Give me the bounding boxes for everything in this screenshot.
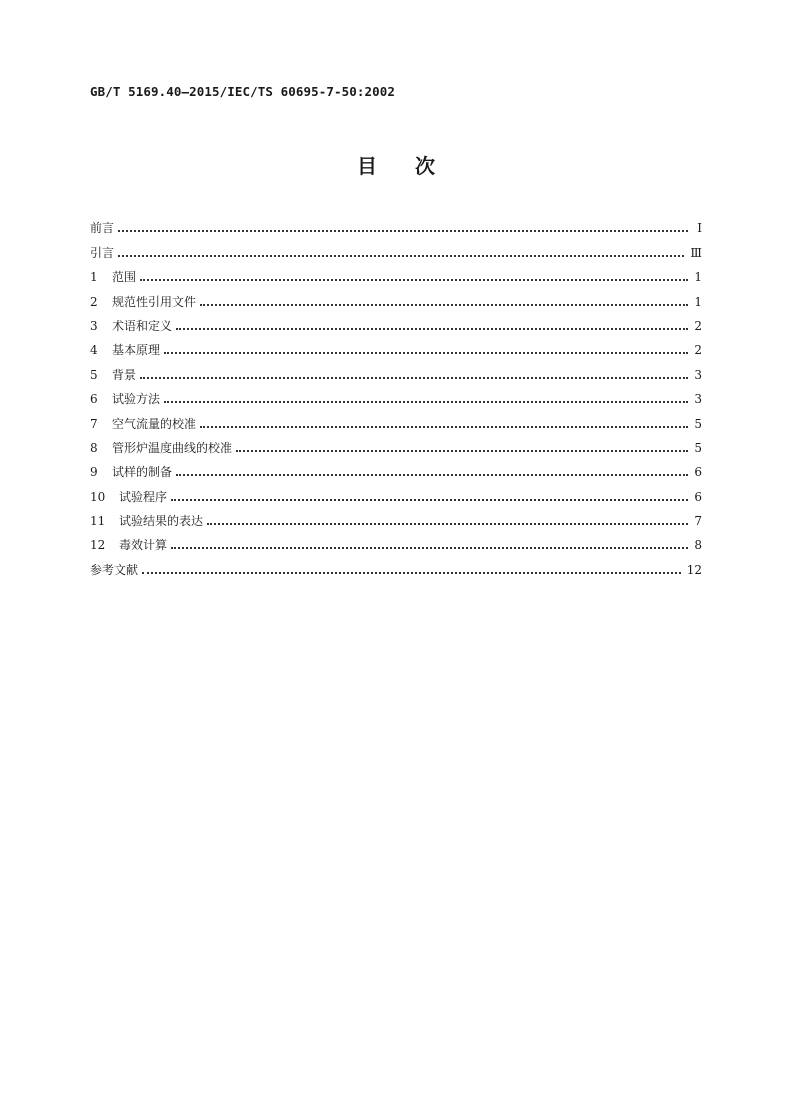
- toc-entry-number: 7: [90, 416, 98, 431]
- toc-entry[interactable]: [90, 387, 702, 411]
- toc-entry-label: 前言: [90, 221, 115, 236]
- table-of-contents: [90, 216, 702, 582]
- toc-entry-number: 9: [90, 465, 98, 480]
- toc-entry-page-number: 2: [694, 343, 702, 358]
- toc-entry-label: 试样的制备: [112, 465, 173, 480]
- toc-entry-page-number: 7: [694, 514, 702, 529]
- dot-leader: [140, 377, 688, 379]
- dot-leader: [207, 523, 688, 525]
- toc-entry-number: 12: [90, 538, 106, 553]
- document-code: GB/T 5169.40—2015/IEC/TS 60695-7-50:2002: [90, 84, 396, 99]
- toc-entry-page-number: 2: [694, 318, 702, 333]
- toc-entry-page-number: 12: [686, 562, 702, 577]
- toc-entry[interactable]: [90, 314, 702, 338]
- toc-entry-page-number: 5: [694, 440, 702, 455]
- toc-entry-number: 5: [90, 367, 98, 382]
- dot-leader: [176, 474, 688, 476]
- toc-entry[interactable]: [90, 460, 702, 484]
- toc-entry-page-number: 3: [694, 367, 702, 382]
- dot-leader: [236, 450, 688, 452]
- toc-entry-label: 基本原理: [112, 343, 161, 358]
- toc-entry[interactable]: [90, 289, 702, 313]
- toc-entry-label: 管形炉温度曲线的校准: [112, 440, 233, 455]
- dot-leader: [171, 499, 688, 501]
- toc-entry[interactable]: [90, 240, 702, 264]
- toc-entry-page-number: 6: [694, 465, 702, 480]
- toc-entry[interactable]: [90, 362, 702, 386]
- toc-entry-page-number: 6: [694, 489, 702, 504]
- toc-entry-page-number: Ⅰ: [697, 221, 702, 236]
- toc-entry-label: 引言: [90, 245, 115, 260]
- toc-entry-label: 毒效计算: [119, 538, 168, 553]
- dot-leader: [171, 547, 688, 549]
- toc-entry-label: 范围: [112, 270, 137, 285]
- toc-entry[interactable]: [90, 411, 702, 435]
- toc-entry-label: 规范性引用文件: [112, 294, 197, 309]
- toc-entry-page-number: 1: [694, 270, 702, 285]
- toc-entry-label: 试验结果的表达: [119, 514, 204, 529]
- toc-entry-number: 2: [90, 294, 98, 309]
- toc-entry-page-number: 3: [694, 392, 702, 407]
- toc-entry-label: 试验程序: [119, 489, 168, 504]
- toc-entry-label: 试验方法: [112, 392, 161, 407]
- toc-entry-page-number: 1: [694, 294, 702, 309]
- toc-entry-number: 1: [90, 270, 98, 285]
- toc-entry[interactable]: [90, 436, 702, 460]
- dot-leader: [118, 255, 684, 257]
- toc-entry-number: 6: [90, 392, 98, 407]
- toc-entry-number: 4: [90, 343, 98, 358]
- toc-entry-page-number: 5: [694, 416, 702, 431]
- toc-entry[interactable]: [90, 533, 702, 557]
- toc-entry[interactable]: [90, 265, 702, 289]
- toc-entry-label: 参考文献: [90, 562, 139, 577]
- toc-entry[interactable]: [90, 484, 702, 508]
- dot-leader: [200, 304, 688, 306]
- toc-entry-number: 3: [90, 318, 98, 333]
- dot-leader: [118, 230, 688, 232]
- toc-entry[interactable]: [90, 338, 702, 362]
- toc-entry-number: 11: [90, 514, 106, 529]
- dot-leader: [142, 572, 681, 574]
- dot-leader: [140, 279, 688, 281]
- toc-entry-page-number: Ⅲ: [690, 245, 702, 260]
- toc-entry-page-number: 8: [694, 538, 702, 553]
- toc-entry[interactable]: [90, 216, 702, 240]
- dot-leader: [164, 401, 688, 403]
- toc-entry[interactable]: [90, 509, 702, 533]
- page-title: 目次: [357, 154, 473, 178]
- toc-entry[interactable]: [90, 557, 702, 581]
- dot-leader: [164, 352, 688, 354]
- dot-leader: [176, 328, 688, 330]
- toc-entry-number: 8: [90, 440, 98, 455]
- toc-entry-label: 术语和定义: [112, 318, 173, 333]
- toc-entry-label: 背景: [112, 367, 137, 382]
- toc-entry-label: 空气流量的校准: [112, 416, 197, 431]
- toc-entry-number: 10: [90, 489, 106, 504]
- dot-leader: [200, 426, 688, 428]
